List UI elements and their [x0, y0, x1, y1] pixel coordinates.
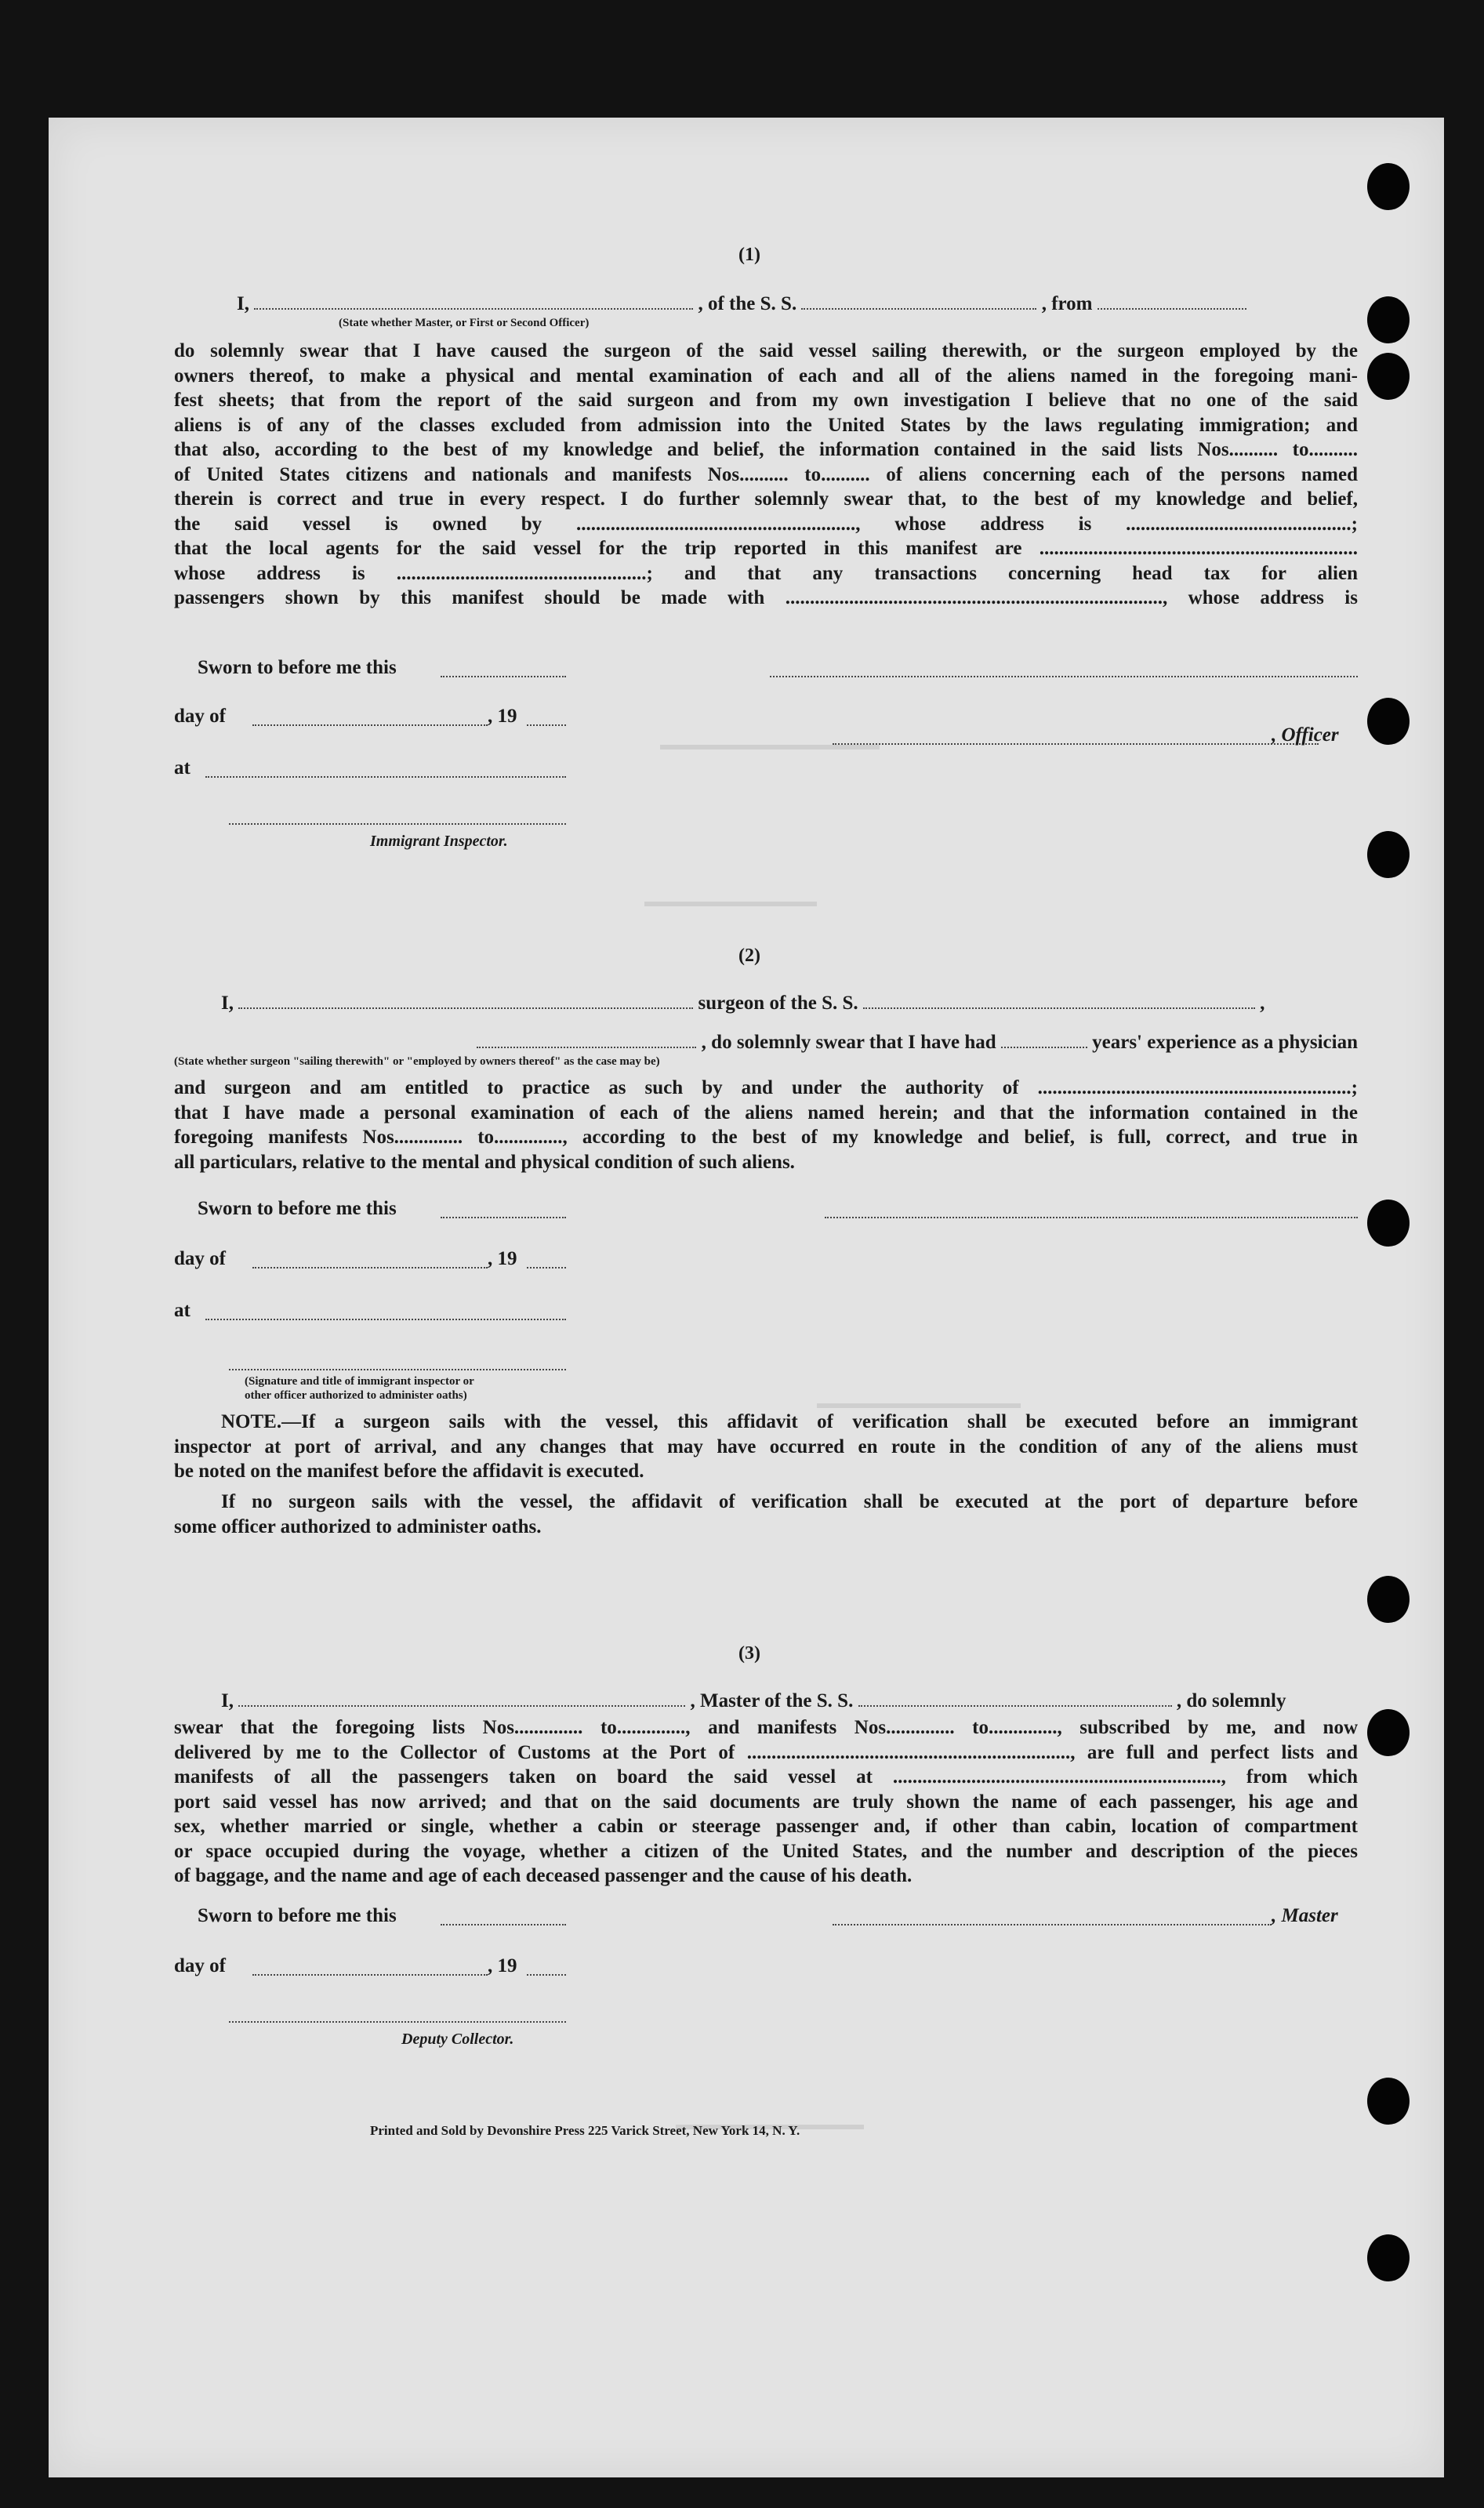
binder-hole: [1367, 353, 1410, 400]
body-line: delivered by me to the Collector of Customs at the Port of .................................................................., are full and perfect lists and: [174, 1741, 1358, 1763]
body-line: sex, whether married or single, whether a cabin or steerage passenger and, if other than cabin, location of compartment: [174, 1816, 1358, 1837]
day-blank: [252, 1267, 488, 1269]
section-1-i: I,: [237, 293, 249, 314]
at-blank: [205, 1319, 566, 1320]
section-2-sworn: Sworn to before me this: [198, 1198, 397, 1219]
sworn-blank: [441, 676, 566, 677]
section-1-at: at: [174, 757, 190, 779]
section-3-solemnly: , do solemnly: [1176, 1690, 1286, 1711]
body-line: whose address is ...................................................; and that any transactions concerning head tax for alien: [174, 562, 1358, 584]
note-line: inspector at port of arrival, and any changes that may have occurred en route in the condition of any of the aliens must: [174, 1435, 1358, 1457]
note-line: some officer authorized to administer oaths.: [174, 1515, 542, 1537]
document-page: [49, 118, 1444, 2477]
officer-blank: [833, 743, 1319, 745]
body-line: do solemnly swear that I have caused the surgeon of the said vessel sailing therewith, or the surgeon employed by the: [174, 340, 1358, 361]
binder-hole: [1367, 1709, 1410, 1756]
section-3-master-label: , Master: [1272, 1905, 1338, 1926]
body-line: passengers shown by this manifest should be made with ............................................................................., whose address is: [174, 587, 1358, 608]
body-line: fest sheets; that from the report of the said surgeon and from my own investigation I believe that no one of the said: [174, 390, 1358, 411]
section-2-year: , 19: [488, 1248, 517, 1269]
vessel-blank: [863, 1007, 1255, 1009]
name-blank: [238, 1704, 685, 1707]
section-2-surgeon: surgeon of the S. S.: [698, 993, 858, 1014]
section-1-officer: , Officer: [1272, 724, 1339, 746]
section-1-state-note: (State whether Master, or First or Second Officer): [339, 317, 590, 329]
signature-blank: [825, 1217, 1358, 1218]
year-blank: [527, 1974, 566, 1976]
vessel-blank: [858, 1704, 1172, 1707]
section-1-inspector: Immigrant Inspector.: [370, 833, 508, 850]
year-blank: [527, 724, 566, 726]
sworn-blank: [441, 1924, 566, 1925]
body-line: therein is correct and true in every respect. I do further solemnly swear that, to the best of my knowledge and belief,: [174, 488, 1358, 510]
body-line: manifests of all the passengers taken on board the said vessel at ..................................................................., from which: [174, 1766, 1358, 1788]
section-3-master: , Master of the S. S.: [690, 1690, 854, 1711]
day-blank: [252, 1974, 488, 1976]
section-2-body: [174, 1076, 1358, 1174]
body-line: port said vessel has now arrived; and that on the said documents are truly shown the name of each passenger, his age and: [174, 1791, 1358, 1813]
body-line: swear that the foregoing lists Nos.............. to.............., and manifests Nos.............. to.............., subscribed by me, and now: [174, 1717, 1358, 1738]
body-line: that the local agents for the said vessel for the trip reported in this manifest are .................................................................: [174, 538, 1358, 559]
inspector-signature-blank: [229, 823, 566, 825]
section-3-body: [174, 1715, 1358, 1889]
blank: [477, 1046, 696, 1048]
section-1-of-ss: , of the S. S.: [698, 293, 797, 314]
section-3-opening-line: [221, 1690, 1358, 1712]
section-2-sig-note-2: other officer authorized to administer oaths): [245, 1389, 467, 1402]
section-2-i: I,: [221, 993, 234, 1014]
section-1-year: , 19: [488, 706, 517, 727]
section-1-from: , from: [1041, 293, 1093, 314]
section-3-number: (3): [738, 1643, 760, 1664]
section-2-opening-line: I, surgeon of the S. S. ,: [221, 993, 1265, 1014]
section-1-sworn: Sworn to before me this: [198, 657, 397, 678]
binder-hole: [1367, 2234, 1410, 2281]
body-line: of baggage, and the name and age of each deceased passenger and the cause of his death.: [174, 1865, 913, 1886]
section-1-number: (1): [738, 245, 760, 265]
section-2-state-note: (State whether surgeon "sailing therewith" or "employed by owners thereof" as the case may be): [174, 1055, 660, 1068]
section-1-body: [174, 339, 1358, 611]
body-line: that also, according to the best of my knowledge and belief, the information contained in the said lists Nos.......... to..........: [174, 439, 1358, 460]
at-blank: [205, 776, 566, 778]
binder-hole: [1367, 2078, 1410, 2125]
body-line: all particulars, relative to the mental and physical condition of such aliens.: [174, 1151, 795, 1173]
name-blank: [254, 307, 693, 310]
section-2-number: (2): [738, 945, 760, 966]
note-line: be noted on the manifest before the affidavit is executed.: [174, 1461, 644, 1482]
binder-hole: [1367, 163, 1410, 210]
binder-hole: [1367, 1576, 1410, 1623]
section-2-at: at: [174, 1300, 190, 1321]
section-3-year: , 19: [488, 1955, 517, 1976]
year-blank: [527, 1267, 566, 1269]
section-3-collector: Deputy Collector.: [401, 2031, 514, 2048]
body-line: that I have made a personal examination of each of the aliens named herein; and that the information contained in the: [174, 1102, 1358, 1123]
bleed-through-mark: [660, 745, 880, 749]
master-blank: [833, 1924, 1272, 1925]
years-blank: [1001, 1046, 1087, 1048]
body-line: the said vessel is owned by ........................................................., whose address is ..............................................;: [174, 513, 1358, 535]
bleed-through-mark: [817, 1403, 1021, 1408]
section-3-i: I,: [221, 1690, 234, 1711]
body-line: of United States citizens and nationals and manifests Nos.......... to.......... of aliens concerning each of the persons named: [174, 463, 1358, 485]
body-line: owners thereof, to make a physical and mental examination of each and all of the aliens named in the foregoing mani-: [174, 365, 1358, 387]
printer-line: Printed and Sold by Devonshire Press 225 Varick Street, New York 14, N. Y.: [370, 2123, 800, 2138]
section-2-swear: , do solemnly swear that I have had: [701, 1032, 996, 1053]
section-2-note-2: [174, 1490, 1358, 1539]
section-2-years: years' experience as a physician: [1092, 1032, 1358, 1053]
officer-signature-blank: [229, 1369, 566, 1370]
day-blank: [252, 724, 488, 726]
collector-signature-blank: [229, 2021, 566, 2023]
body-line: or space occupied during the voyage, whether a citizen of the United States, and the number and description of the pieces: [174, 1840, 1358, 1862]
body-line: foregoing manifests Nos.............. to.............., according to the best of my knowledge and belief, is full, correct, and true in: [174, 1127, 1358, 1148]
binder-hole: [1367, 296, 1410, 343]
note-line: If no surgeon sails with the vessel, the affidavit of verification shall be executed at the port of departure before: [221, 1491, 1358, 1512]
section-3-sworn: Sworn to before me this: [198, 1905, 397, 1926]
section-2-note: [174, 1410, 1358, 1484]
binder-hole: [1367, 831, 1410, 878]
section-1-day-of: day of: [174, 706, 226, 727]
section-2-sig-note-1: (Signature and title of immigrant inspector or: [245, 1375, 474, 1388]
section-2-day-of: day of: [174, 1248, 226, 1269]
section-1-opening-line: [237, 293, 1358, 315]
body-line: and surgeon and am entitled to practice as such by and under the authority of ................................................................;: [174, 1077, 1358, 1098]
bleed-through-mark: [644, 902, 817, 906]
section-2-swear-line: [268, 1032, 1358, 1054]
section-3-day-of: day of: [174, 1955, 226, 1976]
binder-hole: [1367, 698, 1410, 745]
vessel-blank: [801, 307, 1036, 310]
sworn-blank: [441, 1217, 566, 1218]
from-blank: [1098, 307, 1246, 310]
body-line: aliens is of any of the classes excluded from admission into the United States by the laws regulating immigration; and: [174, 414, 1358, 436]
name-blank: [238, 1007, 693, 1009]
note-line: NOTE.—If a surgeon sails with the vessel, this affidavit of verification shall be executed before an immigrant: [221, 1411, 1358, 1432]
binder-hole: [1367, 1200, 1410, 1247]
address-blank: [770, 676, 1358, 677]
